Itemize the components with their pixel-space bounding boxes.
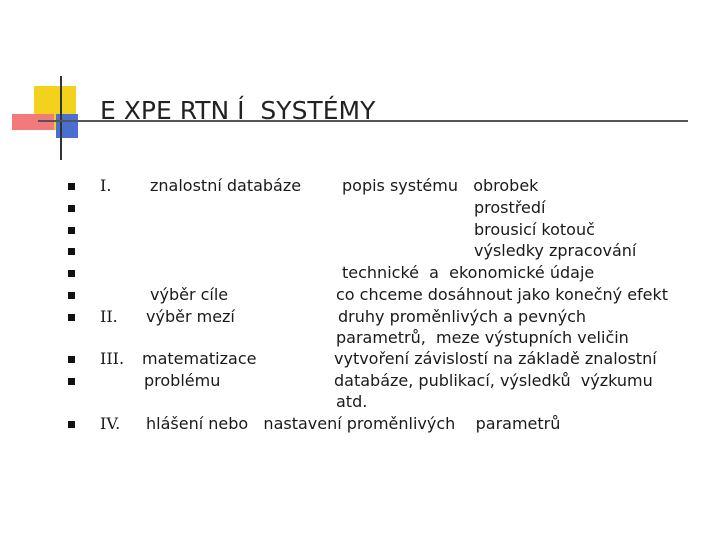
bullet-icon	[68, 292, 75, 299]
item-iii-label: III.	[100, 349, 125, 368]
item-iii-desc-1: vytvoření závislostí na základě znalostní	[334, 349, 657, 368]
bullet-icon	[68, 270, 75, 277]
bullet-icon	[68, 205, 75, 212]
item-ii-text-1: výběr cíle	[150, 285, 229, 304]
item-i-desc-3: brousicí kotouč	[474, 220, 595, 239]
bullet-icon	[68, 314, 75, 321]
item-i-desc-1: popis systému obrobek	[342, 176, 539, 195]
decor-vertical-line	[60, 76, 62, 160]
item-iii-desc-2: databáze, publikací, výsledků výzkumu	[334, 371, 653, 390]
item-ii-desc-2: druhy proměnlivých a pevných	[338, 307, 587, 326]
bullet-icon	[68, 356, 75, 363]
bullet-icon	[68, 421, 75, 428]
decor-red-bar	[12, 114, 54, 130]
item-iv-text: hlášení nebo nastavení proměnlivých parametrů	[146, 414, 561, 433]
item-iii-text-2: problému	[144, 371, 221, 390]
item-i-desc-5: technické a ekonomické údaje	[342, 263, 595, 282]
item-i-text: znalostní databáze	[150, 176, 302, 195]
item-ii-desc-3: parametrů, meze výstupních veličin	[336, 328, 629, 347]
bullet-icon	[68, 227, 75, 234]
item-iii-text-1: matematizace	[142, 349, 257, 368]
item-iii-desc-3: atd.	[336, 392, 368, 411]
item-iv-label: IV.	[100, 414, 121, 433]
item-i-label: I.	[100, 176, 112, 195]
bullet-icon	[68, 378, 75, 385]
item-ii-label: II.	[100, 307, 118, 326]
bullet-icon	[68, 183, 75, 190]
item-ii-desc-1: co chceme dosáhnout jako konečný efekt	[336, 285, 669, 304]
item-ii-text-2: výběr mezí	[146, 307, 235, 326]
item-i-desc-2: prostředí	[474, 198, 546, 217]
slide-title: E XPE RTN Í SYSTÉMY	[100, 96, 376, 125]
bullet-icon	[68, 248, 75, 255]
item-i-desc-4: výsledky zpracování	[474, 241, 637, 260]
